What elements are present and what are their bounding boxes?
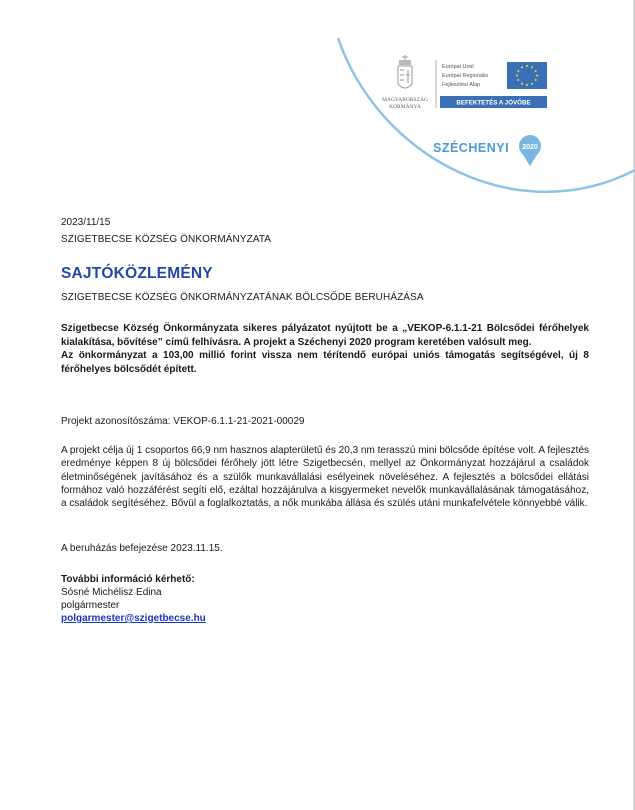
eu-flag-icon xyxy=(507,62,547,89)
contact-email-link[interactable]: polgarmester@szigetbecse.hu xyxy=(61,613,206,624)
eu-line2: Európai Regionális xyxy=(442,73,489,79)
eu-line3: Fejlesztési Alap xyxy=(442,82,481,88)
organization-name: SZIGETBECSE KÖZSÉG ÖNKORMÁNYZATA xyxy=(61,234,272,245)
contact-role: polgármester xyxy=(61,600,120,611)
eu-line1: Európai Unió xyxy=(442,64,474,70)
hu-gov-line1: MAGYARORSZÁG xyxy=(382,97,428,103)
eu-banner-text: BEFEKTETÉS A JÖVŐBE xyxy=(456,99,531,107)
page-subtitle: SZIGETBECSE KÖZSÉG ÖNKORMÁNYZATÁNAK BÖLCSŐDE BERUHÁZÁSA xyxy=(61,292,424,303)
contact-block xyxy=(61,573,206,625)
szechenyi-year: 2020 xyxy=(522,144,538,151)
szechenyi-wordmark: SZÉCHENYI xyxy=(433,141,510,155)
lead-paragraph-2: Az önkormányzat a 103,00 millió forint vissza nem térítendő európai uniós támogatás segítségével, új 8 férőhelyes bölcsődét épített. xyxy=(61,350,589,375)
document-date: 2023/11/15 xyxy=(61,217,111,228)
decorative-arc xyxy=(338,38,635,192)
hungarian-coat-of-arms-icon xyxy=(398,55,412,88)
lead-paragraph-1: Szigetbecse Község Önkormányzata sikeres pályázatot nyújtott be a „VEKOP-6.1.1-21 Bölcsődei férőhelyek kialakítása, bővítése” című felhívásra. A projekt a Széchenyi 2020 program keretében valósult meg. xyxy=(61,323,589,348)
hu-gov-line2: KORMÁNYA xyxy=(389,104,421,110)
szechenyi-2020-pin-icon xyxy=(519,135,541,166)
page-title: SAJTÓKÖZLEMÉNY xyxy=(61,265,213,282)
contact-name: Sósné Michélisz Edina xyxy=(61,587,162,598)
body-paragraph: A projekt célja új 1 csoportos 66,9 nm hasznos alapterületű és 20,3 nm terasszú mini bölcsőde építése volt. A fejlesztés eredménye képpen 8 új bölcsődei férőhely jött létre Szigetbecsén, mellyel az Önkormányzat hozzájárul a családok életminőségének javításához és a szülők munkavállalási esélyeinek növeléséhez. A fejlesztés a bölcsődei ellátási formához való hozzáférést segíti elő, ezáltal hozzájárulva a kisgyermeket nevelők munkavállalásának támogatásához, a családok segítéséhez. Bővül a foglalkoztatás, a nők munkába állása és szülés utáni munkafelvétele könnyebbé válik. xyxy=(61,445,589,510)
header-logo-block xyxy=(0,0,635,210)
project-id: Projekt azonosítószáma: VEKOP-6.1.1-21-2021-00029 xyxy=(61,416,305,427)
completion-date: A beruházás befejezése 2023.11.15. xyxy=(61,543,223,554)
contact-label: További információ kérhető: xyxy=(61,574,195,585)
lead-section xyxy=(61,322,589,376)
